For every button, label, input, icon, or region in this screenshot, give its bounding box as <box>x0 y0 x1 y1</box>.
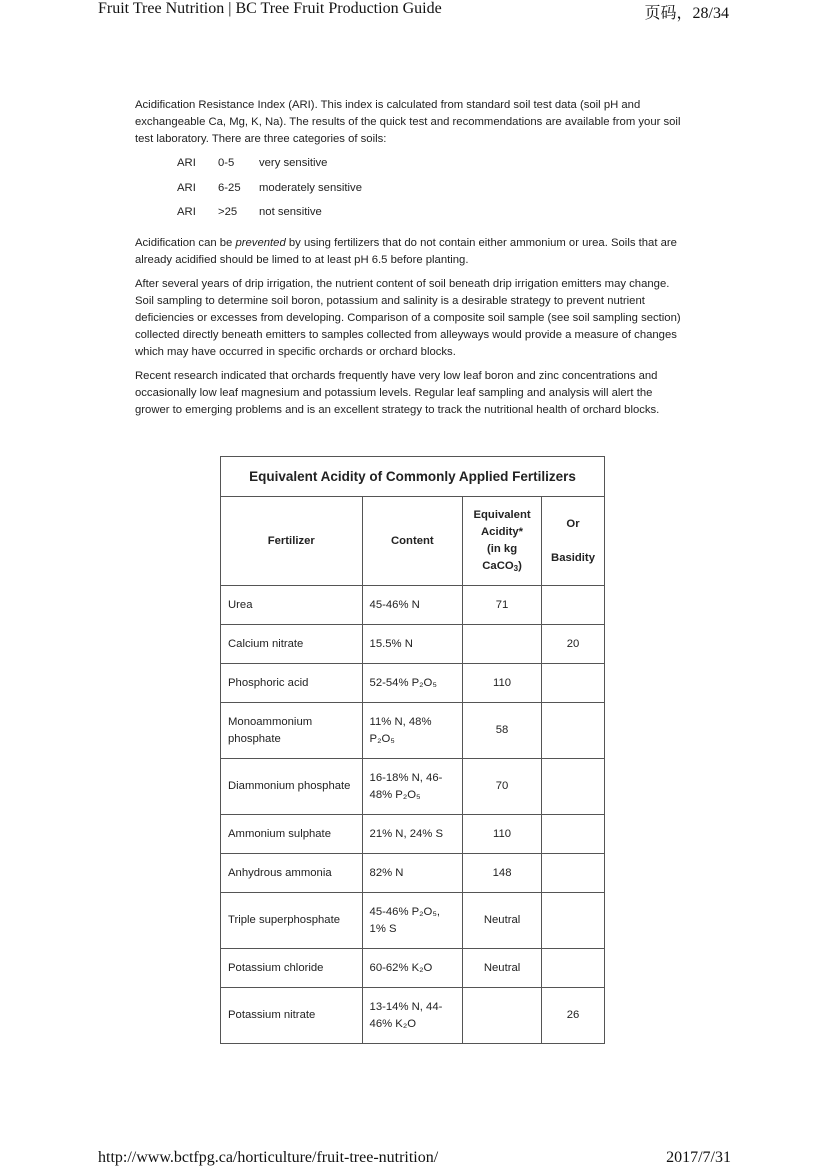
column-header-fertilizer: Fertilizer <box>221 497 363 586</box>
cell-acidity: 58 <box>463 703 542 759</box>
paragraph-drip-irrigation: After several years of drip irrigation, the nutrient content of soil beneath drip irrigation emitters may change. Soil sampling to determine soil boron, potassium and salinity is a desirable strategy to prevent nutrient deficiencies or excesses from developing. Comparison of a composite soil sample (see soil sampling section) collected directly beneath emitters to samples collected from alleyways would provide a measure of changes which may have occurred in specific orchards or orchard blocks. <box>135 277 681 358</box>
cell-basidity <box>542 664 605 703</box>
header-title: Fruit Tree Nutrition | BC Tree Fruit Production Guide <box>98 0 442 17</box>
column-header-equivalent-acidity <box>463 497 542 586</box>
table-row <box>221 854 605 893</box>
cell-basidity <box>542 759 605 815</box>
header-page-number: 页码，28/34 <box>644 5 729 22</box>
table-row <box>221 988 605 1044</box>
body-text <box>135 97 690 426</box>
ari-range: 6-25 <box>218 181 241 194</box>
prevention-emphasis: prevented <box>235 236 286 249</box>
ari-label: ARI <box>177 157 196 169</box>
table-row <box>221 815 605 854</box>
table-title: Equivalent Acidity of Commonly Applied Fertilizers <box>221 457 605 497</box>
ari-description: moderately sensitive <box>259 181 362 194</box>
cell-acidity: 110 <box>463 664 542 703</box>
cell-fertilizer: Calcium nitrate <box>221 625 363 664</box>
cell-basidity <box>542 586 605 625</box>
cell-fertilizer: Urea <box>221 586 363 625</box>
prevention-text-end: by using fertilizers that do not contain either ammonium or urea. Soils that are already acidified should be limed to at least pH 6.5 before planting. <box>135 236 677 266</box>
acidity-header-close: ) <box>518 560 522 572</box>
fertilizer-acidity-table <box>220 456 605 1044</box>
cell-fertilizer: Potassium nitrate <box>221 988 363 1044</box>
table-row <box>221 703 605 759</box>
paragraph-leaf-sampling: Recent research indicated that orchards frequently have very low leaf boron and zinc concentrations and occasionally low leaf magnesium and potassium levels. Regular leaf sampling and analysis will alert the grower to emerging problems and is an excellent strategy to track the nutritional health of orchard blocks. <box>135 369 660 416</box>
cell-content: 45-46% P₂O₅, 1% S <box>362 893 463 949</box>
footer-date: 2017/7/31 <box>666 1149 731 1166</box>
ari-label: ARI <box>177 206 196 218</box>
ari-label: ARI <box>177 181 196 194</box>
table-row <box>221 625 605 664</box>
ari-range: >25 <box>218 206 238 218</box>
cell-content: 82% N <box>362 854 463 893</box>
cell-acidity: Neutral <box>463 893 542 949</box>
cell-basidity <box>542 815 605 854</box>
cell-fertilizer: Diammonium phosphate <box>221 759 363 815</box>
cell-basidity <box>542 854 605 893</box>
ari-row <box>177 204 690 229</box>
cell-basidity: 20 <box>542 625 605 664</box>
cell-content: 15.5% N <box>362 625 463 664</box>
cell-basidity <box>542 893 605 949</box>
ari-row <box>177 155 690 180</box>
basidity-header-line1: Or <box>566 517 580 530</box>
cell-content: 21% N, 24% S <box>362 815 463 854</box>
paragraph-prevention <box>135 235 690 269</box>
cell-fertilizer: Potassium chloride <box>221 949 363 988</box>
cell-acidity <box>463 988 542 1044</box>
cell-acidity: 110 <box>463 815 542 854</box>
cell-fertilizer: Anhydrous ammonia <box>221 854 363 893</box>
cell-content: 45-46% N <box>362 586 463 625</box>
cell-fertilizer: Monoammonium phosphate <box>221 703 363 759</box>
column-header-basidity <box>542 497 605 586</box>
table-row <box>221 586 605 625</box>
cell-content: 60-62% K₂O <box>362 949 463 988</box>
cell-fertilizer: Triple superphosphate <box>221 893 363 949</box>
acidity-header-line1: Equivalent Acidity* <box>473 509 531 538</box>
ari-description: very sensitive <box>259 157 328 169</box>
ari-row <box>177 180 690 205</box>
cell-acidity <box>463 625 542 664</box>
cell-acidity: 148 <box>463 854 542 893</box>
column-header-content: Content <box>362 497 463 586</box>
acidity-header-subscript: 3 <box>513 564 519 573</box>
footer-url: http://www.bctfpg.ca/horticulture/fruit-tree-nutrition/ <box>98 1149 439 1166</box>
ari-list <box>177 155 690 229</box>
table-row <box>221 664 605 703</box>
ari-description: not sensitive <box>259 206 322 218</box>
cell-acidity: 71 <box>463 586 542 625</box>
cell-content: 11% N, 48% P₂O₅ <box>362 703 463 759</box>
cell-acidity: 70 <box>463 759 542 815</box>
cell-fertilizer: Ammonium sulphate <box>221 815 363 854</box>
table-row <box>221 893 605 949</box>
cell-content: 16-18% N, 46-48% P₂O₅ <box>362 759 463 815</box>
table-row <box>221 759 605 815</box>
cell-content: 52-54% P₂O₅ <box>362 664 463 703</box>
cell-fertilizer: Phosphoric acid <box>221 664 363 703</box>
cell-basidity <box>542 703 605 759</box>
ari-range: 0-5 <box>218 157 235 169</box>
cell-acidity: Neutral <box>463 949 542 988</box>
acidity-header-line2: (in kg CaCO <box>482 543 518 572</box>
cell-basidity <box>542 949 605 988</box>
paragraph-ari-intro: Acidification Resistance Index (ARI). This index is calculated from standard soil test data (soil pH and exchangeable Ca, Mg, K, Na). The results of the quick test and recommendations are available from your soil test laboratory. There are three categories of soils: <box>135 99 681 145</box>
cell-content: 13-14% N, 44-46% K₂O <box>362 988 463 1044</box>
cell-basidity: 26 <box>542 988 605 1044</box>
prevention-text-start: Acidification can be <box>135 236 236 249</box>
basidity-header-line2: Basidity <box>551 551 595 564</box>
table-row <box>221 949 605 988</box>
